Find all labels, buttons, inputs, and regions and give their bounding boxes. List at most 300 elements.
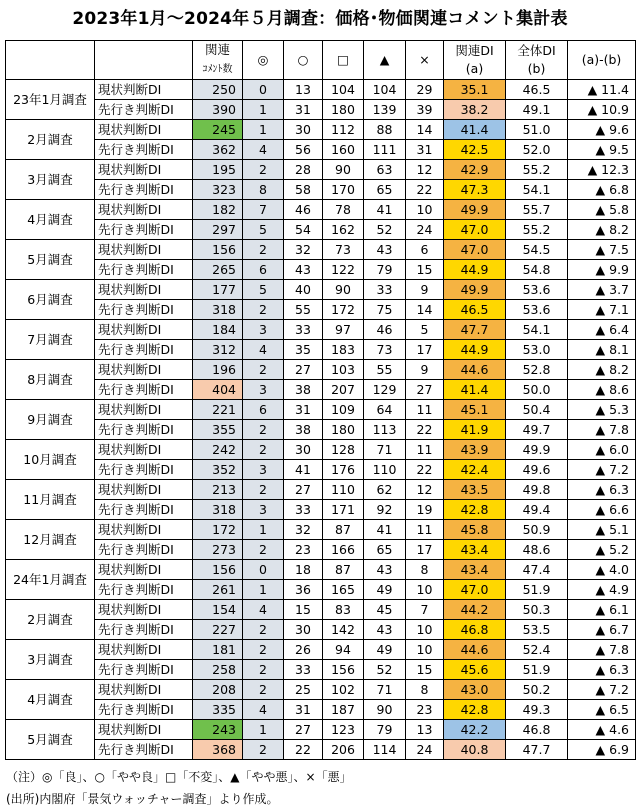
- very-good-cell: 3: [243, 320, 284, 340]
- unchanged-cell: 183: [323, 340, 364, 360]
- total-di-cell: 52.4: [506, 640, 568, 660]
- diff-cell: ▲ 10.9: [568, 100, 636, 120]
- bad-cell: 9: [406, 280, 444, 300]
- di-type-label: 先行き判断DI: [95, 420, 193, 440]
- somewhat-good-cell: 36: [284, 580, 323, 600]
- survey-month-label: 3月調査: [6, 640, 95, 680]
- bad-cell: 24: [406, 220, 444, 240]
- somewhat-bad-cell: 79: [364, 260, 406, 280]
- somewhat-bad-cell: 33: [364, 280, 406, 300]
- di-type-label: 先行き判断DI: [95, 340, 193, 360]
- very-good-cell: 1: [243, 120, 284, 140]
- total-di-cell: 50.3: [506, 600, 568, 620]
- unchanged-cell: 102: [323, 680, 364, 700]
- somewhat-good-cell: 25: [284, 680, 323, 700]
- comment-count-cell: 362: [193, 140, 243, 160]
- diff-cell: ▲ 4.0: [568, 560, 636, 580]
- table-row: [6, 320, 636, 340]
- very-good-cell: 6: [243, 400, 284, 420]
- table-body: [6, 80, 636, 760]
- survey-month-label: 3月調査: [6, 160, 95, 200]
- somewhat-bad-cell: 49: [364, 580, 406, 600]
- table-row: [6, 260, 636, 280]
- somewhat-good-cell: 41: [284, 460, 323, 480]
- legend-note: （注）◎「良」、○「やや良」□「不変」、▲「やや悪」、×「悪」: [6, 770, 352, 784]
- somewhat-bad-cell: 73: [364, 340, 406, 360]
- somewhat-bad-cell: 139: [364, 100, 406, 120]
- somewhat-bad-cell: 110: [364, 460, 406, 480]
- table-row: [6, 460, 636, 480]
- very-good-cell: 2: [243, 660, 284, 680]
- somewhat-bad-cell: 71: [364, 440, 406, 460]
- survey-month-label: 2月調査: [6, 600, 95, 640]
- total-di-cell: 53.5: [506, 620, 568, 640]
- related-di-cell: 41.4: [444, 120, 506, 140]
- table-row: [6, 140, 636, 160]
- comment-count-cell: 196: [193, 360, 243, 380]
- di-type-label: 先行き判断DI: [95, 740, 193, 760]
- diff-cell: ▲ 7.5: [568, 240, 636, 260]
- somewhat-good-cell: 31: [284, 100, 323, 120]
- somewhat-good-cell: 26: [284, 640, 323, 660]
- table-row: [6, 300, 636, 320]
- bad-cell: 12: [406, 480, 444, 500]
- bad-cell: 10: [406, 640, 444, 660]
- somewhat-bad-cell: 43: [364, 620, 406, 640]
- very-good-cell: 4: [243, 600, 284, 620]
- comment-count-cell: 368: [193, 740, 243, 760]
- di-type-label: 先行き判断DI: [95, 660, 193, 680]
- comment-count-cell: 177: [193, 280, 243, 300]
- di-type-label: 先行き判断DI: [95, 460, 193, 480]
- somewhat-good-cell: 30: [284, 620, 323, 640]
- total-di-cell: 51.9: [506, 580, 568, 600]
- total-di-cell: 47.7: [506, 740, 568, 760]
- related-di-cell: 42.8: [444, 700, 506, 720]
- very-good-cell: 1: [243, 520, 284, 540]
- comment-count-cell: 208: [193, 680, 243, 700]
- somewhat-good-cell: 31: [284, 700, 323, 720]
- di-type-label: 現状判断DI: [95, 400, 193, 420]
- total-di-cell: 54.1: [506, 180, 568, 200]
- bad-cell: 5: [406, 320, 444, 340]
- bad-cell: 6: [406, 240, 444, 260]
- somewhat-good-cell: 23: [284, 540, 323, 560]
- comment-count-cell: 250: [193, 80, 243, 100]
- header-somewhat-bad: ▲: [364, 41, 406, 80]
- bad-cell: 11: [406, 400, 444, 420]
- bad-cell: 11: [406, 440, 444, 460]
- somewhat-bad-cell: 43: [364, 560, 406, 580]
- comment-count-cell: 273: [193, 540, 243, 560]
- very-good-cell: 2: [243, 360, 284, 380]
- diff-cell: ▲ 5.2: [568, 540, 636, 560]
- bad-cell: 14: [406, 300, 444, 320]
- very-good-cell: 3: [243, 500, 284, 520]
- unchanged-cell: 78: [323, 200, 364, 220]
- di-type-label: 先行き判断DI: [95, 140, 193, 160]
- bad-cell: 22: [406, 180, 444, 200]
- header-blank-type: [95, 41, 193, 80]
- header-somewhat-good: ○: [284, 41, 323, 80]
- somewhat-good-cell: 27: [284, 480, 323, 500]
- di-type-label: 現状判断DI: [95, 320, 193, 340]
- bad-cell: 15: [406, 260, 444, 280]
- unchanged-cell: 162: [323, 220, 364, 240]
- somewhat-bad-cell: 62: [364, 480, 406, 500]
- somewhat-good-cell: 38: [284, 420, 323, 440]
- di-type-label: 先行き判断DI: [95, 580, 193, 600]
- bad-cell: 14: [406, 120, 444, 140]
- related-di-cell: 40.8: [444, 740, 506, 760]
- somewhat-bad-cell: 79: [364, 720, 406, 740]
- unchanged-cell: 83: [323, 600, 364, 620]
- very-good-cell: 2: [243, 160, 284, 180]
- total-di-cell: 53.0: [506, 340, 568, 360]
- diff-cell: ▲ 6.4: [568, 320, 636, 340]
- related-di-cell: 49.9: [444, 280, 506, 300]
- somewhat-good-cell: 56: [284, 140, 323, 160]
- total-di-cell: 55.7: [506, 200, 568, 220]
- somewhat-bad-cell: 65: [364, 180, 406, 200]
- related-di-cell: 44.2: [444, 600, 506, 620]
- table-row: [6, 700, 636, 720]
- diff-cell: ▲ 7.2: [568, 460, 636, 480]
- comment-count-cell: 195: [193, 160, 243, 180]
- related-di-cell: 42.4: [444, 460, 506, 480]
- total-di-cell: 52.0: [506, 140, 568, 160]
- total-di-cell: 46.5: [506, 80, 568, 100]
- unchanged-cell: 112: [323, 120, 364, 140]
- diff-cell: ▲ 6.0: [568, 440, 636, 460]
- total-di-cell: 50.9: [506, 520, 568, 540]
- bad-cell: 31: [406, 140, 444, 160]
- diff-cell: ▲ 6.7: [568, 620, 636, 640]
- di-type-label: 現状判断DI: [95, 120, 193, 140]
- bad-cell: 22: [406, 460, 444, 480]
- somewhat-good-cell: 27: [284, 360, 323, 380]
- diff-cell: ▲ 6.8: [568, 180, 636, 200]
- unchanged-cell: 87: [323, 520, 364, 540]
- di-type-label: 現状判断DI: [95, 720, 193, 740]
- unchanged-cell: 165: [323, 580, 364, 600]
- total-di-cell: 50.4: [506, 400, 568, 420]
- diff-cell: ▲ 6.3: [568, 660, 636, 680]
- table-row: [6, 720, 636, 740]
- table-row: [6, 200, 636, 220]
- table-row: [6, 440, 636, 460]
- somewhat-bad-cell: 43: [364, 240, 406, 260]
- somewhat-good-cell: 13: [284, 80, 323, 100]
- di-type-label: 現状判断DI: [95, 600, 193, 620]
- diff-cell: ▲ 6.9: [568, 740, 636, 760]
- total-di-cell: 50.2: [506, 680, 568, 700]
- unchanged-cell: 142: [323, 620, 364, 640]
- diff-cell: ▲ 7.2: [568, 680, 636, 700]
- somewhat-good-cell: 30: [284, 440, 323, 460]
- survey-month-label: 10月調査: [6, 440, 95, 480]
- table-row: [6, 340, 636, 360]
- unchanged-cell: 206: [323, 740, 364, 760]
- related-di-cell: 42.5: [444, 140, 506, 160]
- related-di-cell: 45.1: [444, 400, 506, 420]
- related-di-cell: 44.6: [444, 640, 506, 660]
- somewhat-bad-cell: 65: [364, 540, 406, 560]
- total-di-cell: 50.0: [506, 380, 568, 400]
- comment-count-cell: 181: [193, 640, 243, 660]
- survey-month-label: 8月調査: [6, 360, 95, 400]
- diff-cell: ▲ 9.9: [568, 260, 636, 280]
- related-di-cell: 47.0: [444, 240, 506, 260]
- very-good-cell: 0: [243, 560, 284, 580]
- table-row: [6, 500, 636, 520]
- diff-cell: ▲ 3.7: [568, 280, 636, 300]
- related-di-cell: 45.8: [444, 520, 506, 540]
- bad-cell: 17: [406, 340, 444, 360]
- diff-cell: ▲ 5.1: [568, 520, 636, 540]
- survey-month-label: 6月調査: [6, 280, 95, 320]
- somewhat-good-cell: 55: [284, 300, 323, 320]
- header-diff: (a)-(b): [568, 41, 636, 80]
- diff-cell: ▲ 9.5: [568, 140, 636, 160]
- very-good-cell: 2: [243, 740, 284, 760]
- somewhat-good-cell: 22: [284, 740, 323, 760]
- table-row: [6, 280, 636, 300]
- related-di-cell: 47.0: [444, 580, 506, 600]
- somewhat-good-cell: 31: [284, 400, 323, 420]
- unchanged-cell: 160: [323, 140, 364, 160]
- somewhat-bad-cell: 41: [364, 520, 406, 540]
- somewhat-good-cell: 28: [284, 160, 323, 180]
- related-di-cell: 38.2: [444, 100, 506, 120]
- very-good-cell: 1: [243, 580, 284, 600]
- bad-cell: 10: [406, 200, 444, 220]
- header-total-di: 全体DI (b): [506, 41, 568, 80]
- very-good-cell: 2: [243, 300, 284, 320]
- total-di-cell: 51.0: [506, 120, 568, 140]
- table-row: [6, 580, 636, 600]
- survey-month-label: 12月調査: [6, 520, 95, 560]
- di-type-label: 現状判断DI: [95, 640, 193, 660]
- table-row: [6, 220, 636, 240]
- total-di-cell: 49.9: [506, 440, 568, 460]
- header-unchanged: □: [323, 41, 364, 80]
- header-count: 関連 ｺﾒﾝﾄ数: [193, 41, 243, 80]
- comment-count-cell: 355: [193, 420, 243, 440]
- somewhat-good-cell: 38: [284, 380, 323, 400]
- diff-cell: ▲ 8.2: [568, 360, 636, 380]
- somewhat-good-cell: 33: [284, 320, 323, 340]
- somewhat-good-cell: 33: [284, 660, 323, 680]
- related-di-cell: 46.5: [444, 300, 506, 320]
- somewhat-good-cell: 40: [284, 280, 323, 300]
- very-good-cell: 5: [243, 280, 284, 300]
- header-bad: ×: [406, 41, 444, 80]
- unchanged-cell: 94: [323, 640, 364, 660]
- table-row: [6, 80, 636, 100]
- total-di-cell: 49.4: [506, 500, 568, 520]
- table-row: [6, 120, 636, 140]
- bad-cell: 8: [406, 680, 444, 700]
- diff-cell: ▲ 4.6: [568, 720, 636, 740]
- diff-cell: ▲ 9.6: [568, 120, 636, 140]
- bad-cell: 7: [406, 600, 444, 620]
- total-di-cell: 53.6: [506, 280, 568, 300]
- somewhat-good-cell: 54: [284, 220, 323, 240]
- header-very-good: ◎: [243, 41, 284, 80]
- somewhat-good-cell: 43: [284, 260, 323, 280]
- table-row: [6, 240, 636, 260]
- very-good-cell: 2: [243, 440, 284, 460]
- unchanged-cell: 207: [323, 380, 364, 400]
- di-type-label: 現状判断DI: [95, 680, 193, 700]
- unchanged-cell: 171: [323, 500, 364, 520]
- header-row: [6, 41, 636, 80]
- unchanged-cell: 103: [323, 360, 364, 380]
- somewhat-bad-cell: 90: [364, 700, 406, 720]
- total-di-cell: 49.6: [506, 460, 568, 480]
- unchanged-cell: 87: [323, 560, 364, 580]
- survey-month-label: 24年1月調査: [6, 560, 95, 600]
- survey-month-label: 5月調査: [6, 240, 95, 280]
- table-row: [6, 680, 636, 700]
- total-di-cell: 54.8: [506, 260, 568, 280]
- page-title: 2023年1月～2024年５月調査：価格･物価関連コメント集計表: [72, 9, 568, 29]
- di-type-label: 現状判断DI: [95, 560, 193, 580]
- bad-cell: 10: [406, 580, 444, 600]
- somewhat-bad-cell: 41: [364, 200, 406, 220]
- related-di-cell: 44.9: [444, 260, 506, 280]
- comment-count-cell: 172: [193, 520, 243, 540]
- di-type-label: 先行き判断DI: [95, 620, 193, 640]
- comment-count-cell: 221: [193, 400, 243, 420]
- somewhat-bad-cell: 52: [364, 220, 406, 240]
- somewhat-good-cell: 46: [284, 200, 323, 220]
- comment-count-cell: 335: [193, 700, 243, 720]
- very-good-cell: 4: [243, 700, 284, 720]
- di-type-label: 現状判断DI: [95, 360, 193, 380]
- bad-cell: 29: [406, 80, 444, 100]
- comment-count-cell: 245: [193, 120, 243, 140]
- somewhat-bad-cell: 114: [364, 740, 406, 760]
- total-di-cell: 49.7: [506, 420, 568, 440]
- di-type-label: 現状判断DI: [95, 80, 193, 100]
- comment-count-cell: 390: [193, 100, 243, 120]
- comment-count-cell: 297: [193, 220, 243, 240]
- somewhat-good-cell: 58: [284, 180, 323, 200]
- related-di-cell: 42.9: [444, 160, 506, 180]
- related-di-cell: 47.3: [444, 180, 506, 200]
- di-type-label: 現状判断DI: [95, 520, 193, 540]
- bad-cell: 27: [406, 380, 444, 400]
- table-row: [6, 560, 636, 580]
- diff-cell: ▲ 6.3: [568, 480, 636, 500]
- comment-count-cell: 261: [193, 580, 243, 600]
- comment-count-cell: 182: [193, 200, 243, 220]
- related-di-cell: 46.8: [444, 620, 506, 640]
- bad-cell: 24: [406, 740, 444, 760]
- unchanged-cell: 109: [323, 400, 364, 420]
- unchanged-cell: 170: [323, 180, 364, 200]
- di-type-label: 先行き判断DI: [95, 220, 193, 240]
- diff-cell: ▲ 8.6: [568, 380, 636, 400]
- di-type-label: 先行き判断DI: [95, 260, 193, 280]
- very-good-cell: 2: [243, 680, 284, 700]
- related-di-cell: 41.9: [444, 420, 506, 440]
- table-row: [6, 660, 636, 680]
- survey-month-label: 9月調査: [6, 400, 95, 440]
- total-di-cell: 49.1: [506, 100, 568, 120]
- related-di-cell: 49.9: [444, 200, 506, 220]
- comment-count-cell: 404: [193, 380, 243, 400]
- somewhat-good-cell: 35: [284, 340, 323, 360]
- table-row: [6, 160, 636, 180]
- very-good-cell: 1: [243, 720, 284, 740]
- total-di-cell: 46.8: [506, 720, 568, 740]
- unchanged-cell: 90: [323, 280, 364, 300]
- very-good-cell: 2: [243, 420, 284, 440]
- somewhat-good-cell: 15: [284, 600, 323, 620]
- related-di-cell: 35.1: [444, 80, 506, 100]
- very-good-cell: 2: [243, 240, 284, 260]
- di-type-label: 現状判断DI: [95, 480, 193, 500]
- unchanged-cell: 123: [323, 720, 364, 740]
- related-di-cell: 42.8: [444, 500, 506, 520]
- very-good-cell: 2: [243, 640, 284, 660]
- very-good-cell: 1: [243, 100, 284, 120]
- di-type-label: 先行き判断DI: [95, 100, 193, 120]
- table-row: [6, 600, 636, 620]
- comment-count-cell: 318: [193, 300, 243, 320]
- di-type-label: 先行き判断DI: [95, 180, 193, 200]
- very-good-cell: 5: [243, 220, 284, 240]
- somewhat-bad-cell: 75: [364, 300, 406, 320]
- diff-cell: ▲ 7.1: [568, 300, 636, 320]
- survey-month-label: 5月調査: [6, 720, 95, 760]
- header-related-di: 関連DI (a): [444, 41, 506, 80]
- unchanged-cell: 180: [323, 100, 364, 120]
- bad-cell: 15: [406, 660, 444, 680]
- related-di-cell: 41.4: [444, 380, 506, 400]
- total-di-cell: 51.9: [506, 660, 568, 680]
- diff-cell: ▲ 6.5: [568, 700, 636, 720]
- somewhat-bad-cell: 52: [364, 660, 406, 680]
- related-di-cell: 47.7: [444, 320, 506, 340]
- unchanged-cell: 122: [323, 260, 364, 280]
- table-row: [6, 640, 636, 660]
- somewhat-bad-cell: 49: [364, 640, 406, 660]
- diff-cell: ▲ 4.9: [568, 580, 636, 600]
- bad-cell: 9: [406, 360, 444, 380]
- comment-count-cell: 243: [193, 720, 243, 740]
- survey-month-label: 7月調査: [6, 320, 95, 360]
- related-di-cell: 45.6: [444, 660, 506, 680]
- diff-cell: ▲ 7.8: [568, 420, 636, 440]
- somewhat-bad-cell: 71: [364, 680, 406, 700]
- diff-cell: ▲ 11.4: [568, 80, 636, 100]
- related-di-cell: 44.6: [444, 360, 506, 380]
- unchanged-cell: 97: [323, 320, 364, 340]
- comment-count-cell: 154: [193, 600, 243, 620]
- bad-cell: 17: [406, 540, 444, 560]
- di-type-label: 先行き判断DI: [95, 700, 193, 720]
- somewhat-bad-cell: 55: [364, 360, 406, 380]
- unchanged-cell: 176: [323, 460, 364, 480]
- table-row: [6, 520, 636, 540]
- header-blank-survey: [6, 41, 95, 80]
- table-row: [6, 620, 636, 640]
- very-good-cell: 2: [243, 540, 284, 560]
